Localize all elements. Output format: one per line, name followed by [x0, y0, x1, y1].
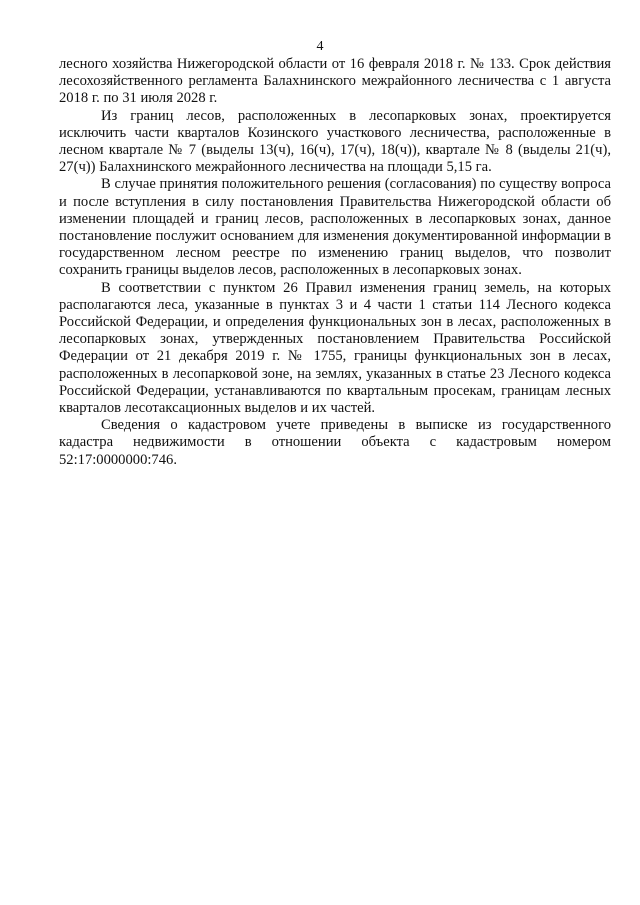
paragraph-excluded-quarters: Из границ лесов, расположенных в лесопарковых зонах, проектируется исключить части кварталов Козинского участкового лесничества, расположенные в лесном квартале № 7 (выделы 13(ч), 16(ч), 17(ч), 18(ч)), квартале № 8 (выделы 21(ч), 27(ч)) Балахнинского межрайонного лесничества на площади 5,15 га.: [59, 107, 611, 176]
paragraph-continuation: лесного хозяйства Нижегородской области от 16 февраля 2018 г. № 133. Срок действия лесохозяйственного регламента Балахнинского межрайонного лесничества с 1 августа 2018 г. по 31 июля 2028 г.: [59, 56, 611, 107]
page-number: 4: [316, 39, 324, 54]
paragraph-legal-basis: В соответствии с пунктом 26 Правил изменения границ земель, на которых располагаются леса, указанные в пунктах 3 и 4 части 1 статьи 114 Лесного кодекса Российской Федерации, и определения функциональных зон в лесах, расположенных в лесопарковых зонах, утвержденных постановлением Правительства Российской Федерации от 21 декабря 2019 г. № 1755, границы функциональных зон в лесах, расположенных в лесопарковой зоне, на землях, указанных в статье 23 Лесного кодекса Российской Федерации, устанавливаются по квартальным просекам, границам лесных кварталов лесотаксационных выделов и их частей.: [59, 279, 611, 417]
paragraph-approval-consequences: В случае принятия положительного решения (согласования) по существу вопроса и после вступления в силу постановления Правительства Нижегородской области об изменении площадей и границ лесов, расположенных в лесопарковых зонах, данное постановление послужит основанием для изменения документированной информации в государственном лесном реестре по изменению границ выделов, что позволит сохранить границы выделов лесов, расположенных в лесопарковых зонах.: [59, 176, 611, 279]
paragraph-cadastral-info: Сведения о кадастровом учете приведены в выписке из государственного кадастра недвижимости в отношении объекта с кадастровым номером 52:17:0000000:746.: [59, 417, 611, 468]
document-body: [59, 56, 611, 469]
